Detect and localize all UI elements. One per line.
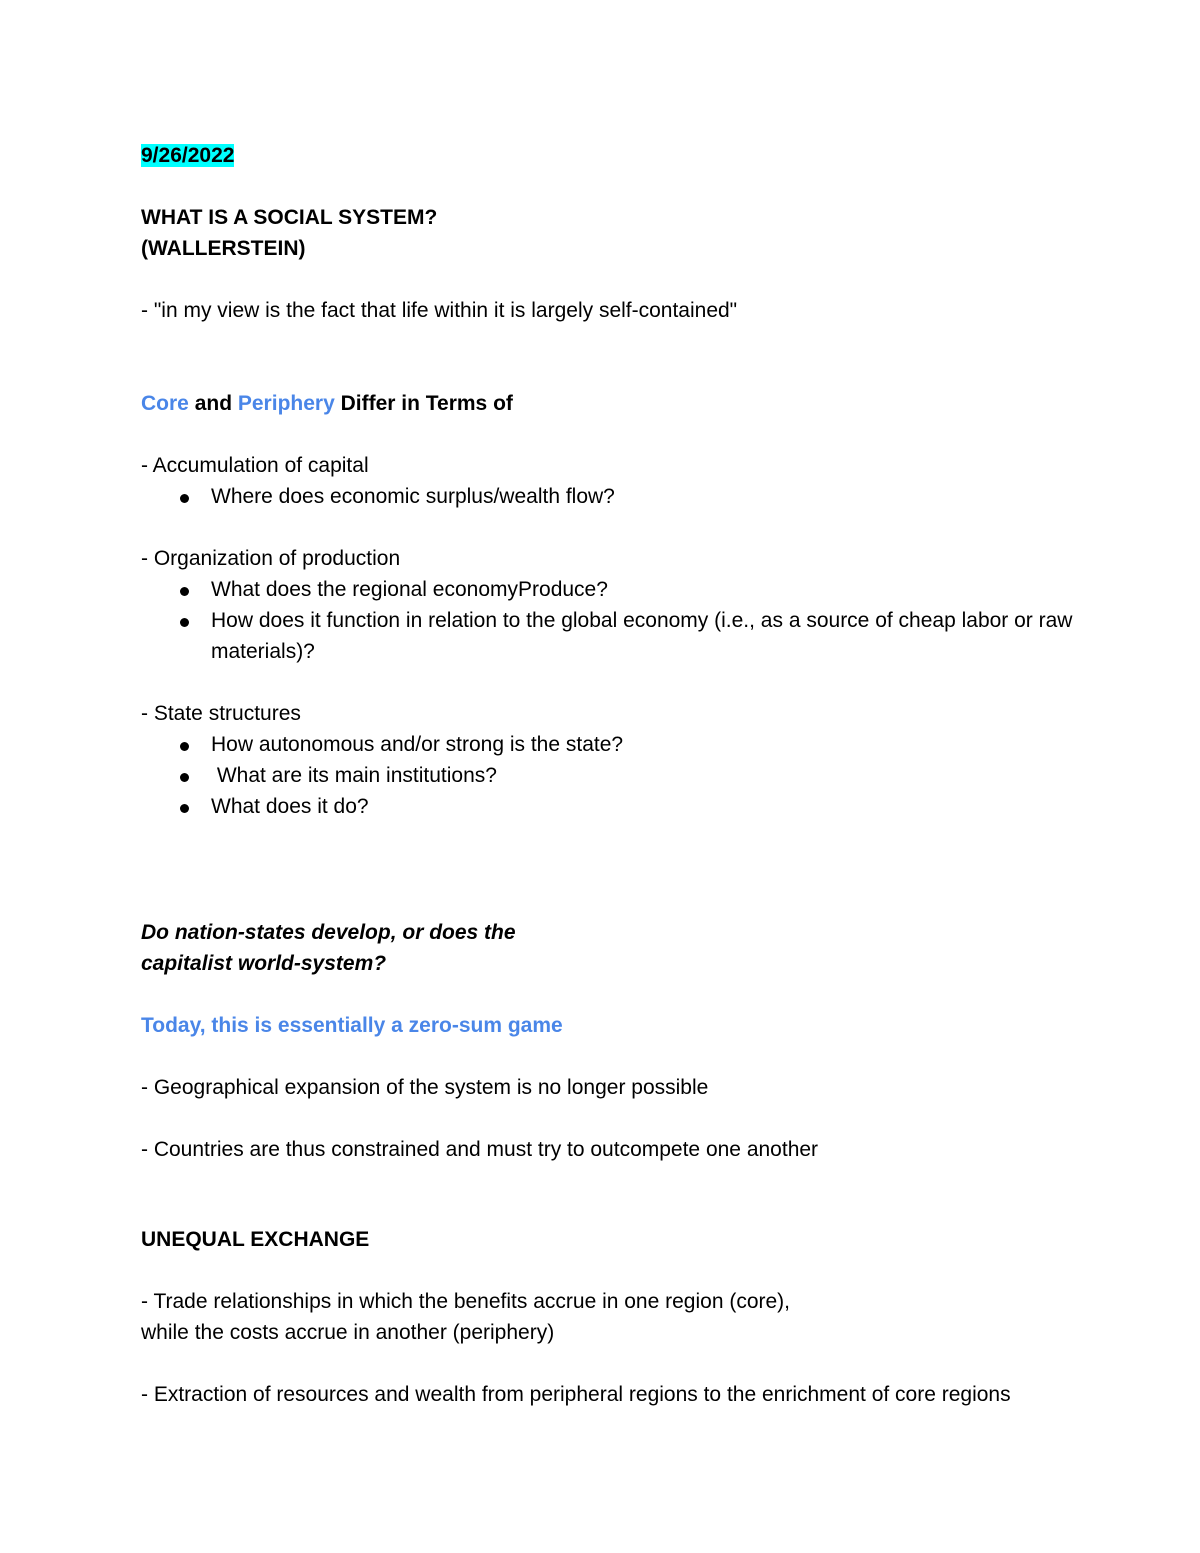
bullet-item-continuation: materials)? [211,640,315,663]
bullet-dot-icon [180,494,189,503]
heading-periphery: Periphery [237,392,335,415]
question-line-1: Do nation-states develop, or does the [141,921,516,944]
bullet-dot-icon [180,742,189,751]
bullet-item: Where does economic surplus/wealth flow? [211,485,615,508]
bullet-item: How autonomous and/or strong is the state? [211,733,624,756]
heading-core: Core [141,392,189,415]
bullet-dot-icon [180,804,189,813]
group-label-capital: - Accumulation of capital [141,454,369,477]
bullet-item: What are its main institutions? [211,764,497,787]
bullet-dot-icon [180,773,189,782]
point-expansion: - Geographical expansion of the system is no longer possible [141,1076,709,1099]
question-line-2: capitalist world-system? [141,952,387,975]
bullet-item: What does it do? [211,795,369,818]
group-label-state: - State structures [141,702,301,725]
bullet-dot-icon [180,618,189,627]
date-line [141,140,234,171]
section1-subtitle: (WALLERSTEIN) [141,237,306,260]
point-constrained: - Countries are thus constrained and must try to outcompete one another [141,1138,819,1161]
unequal-point1-line2: while the costs accrue in another (periphery) [141,1321,555,1344]
unequal-point1-line1: - Trade relationships in which the benefits accrue in one region (core), [141,1290,791,1313]
heading-rest: Differ in Terms of [334,392,513,415]
zero-sum-highlight: Today, this is essentially a zero-sum game [141,1014,563,1037]
section1-title: WHAT IS A SOCIAL SYSTEM? [141,206,438,229]
section1-quote: - "in my view is the fact that life within it is largely self-contained" [141,299,738,322]
bullet-dot-icon [180,587,189,596]
date-highlight: 9/26/2022 [141,144,235,167]
group-label-production: - Organization of production [141,547,401,570]
unequal-point2: - Extraction of resources and wealth from peripheral regions to the enrichment of core regions [141,1383,1011,1406]
section4-title: UNEQUAL EXCHANGE [141,1228,370,1251]
bullet-item: How does it function in relation to the global economy (i.e., as a source of cheap labor or raw [211,609,1073,632]
section2-heading [141,388,513,419]
bullet-item: What does the regional economyProduce? [211,578,608,601]
heading-and: and [188,392,238,415]
